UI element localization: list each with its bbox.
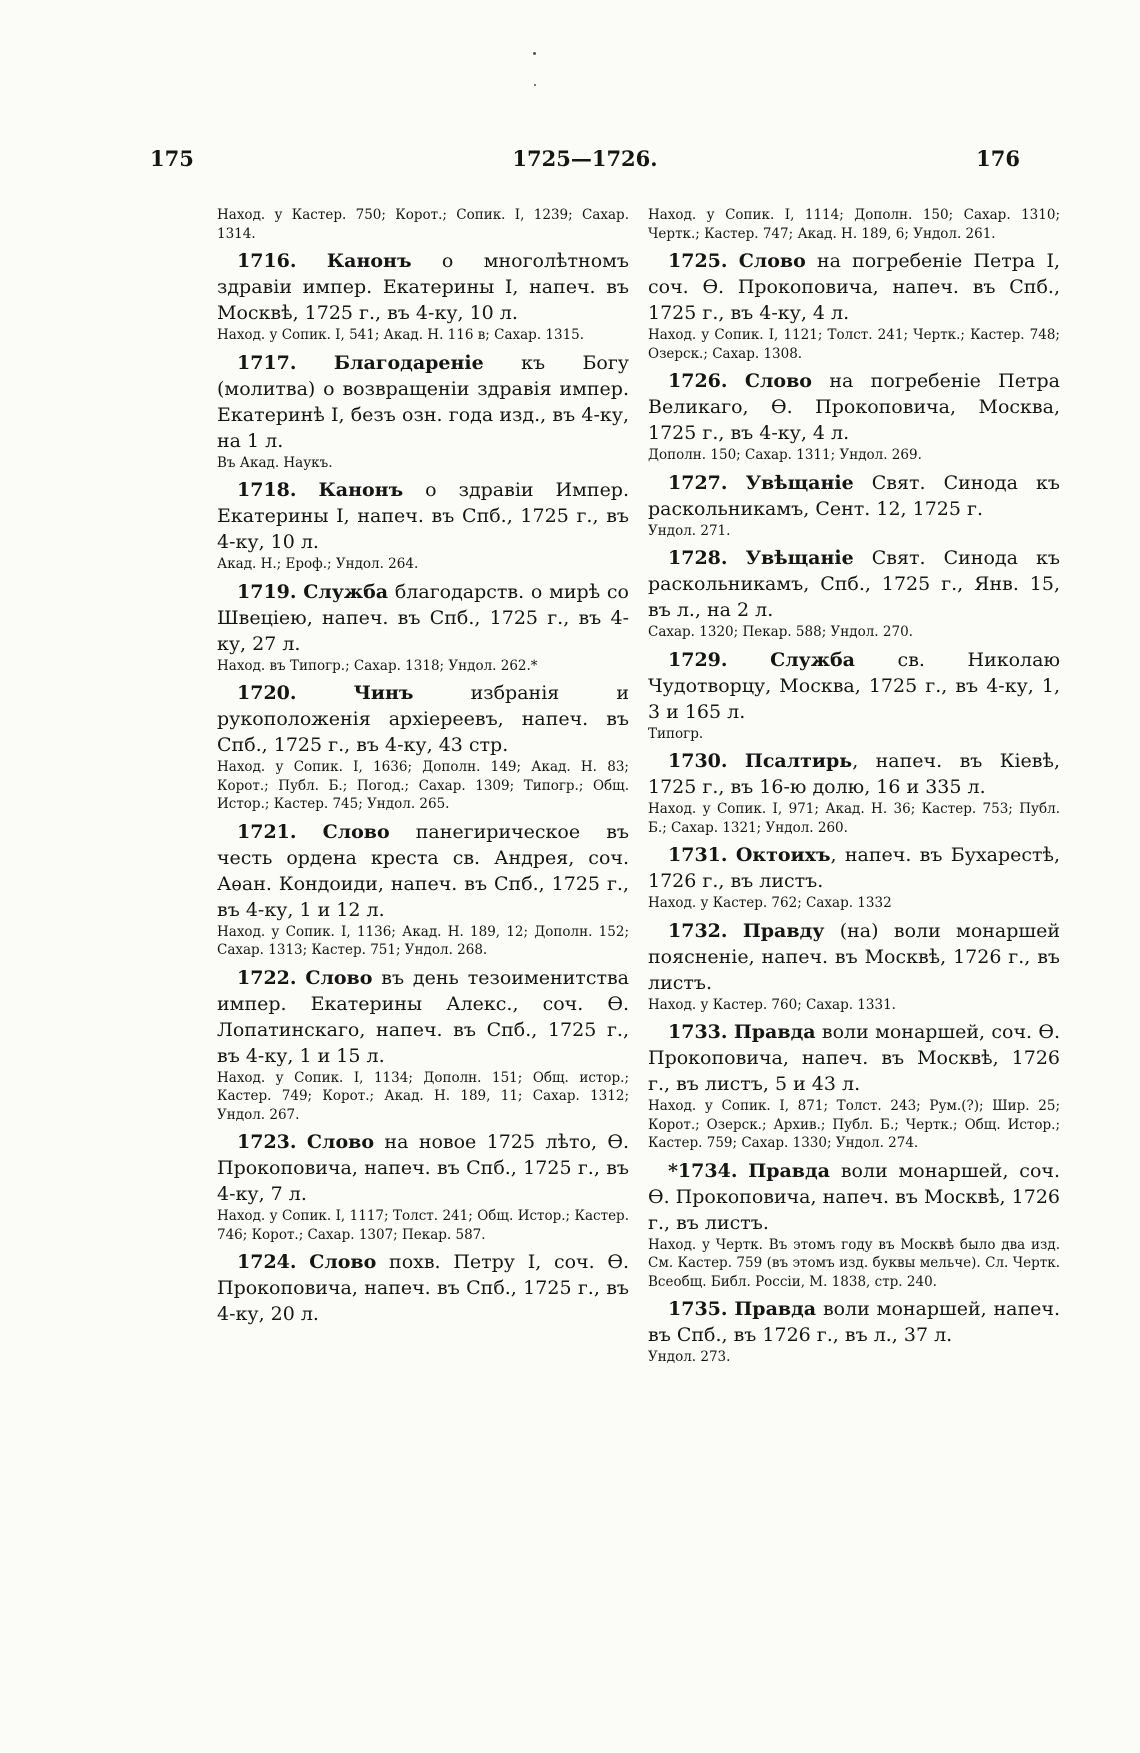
entry-description: въ день тезоименитства импер. Екатерины Алекс., соч. Ѳ. Лопатинскаго, напеч. въ Спб., 1725 г., въ 4-ку, 1 и 15 л.	[217, 966, 629, 1067]
entry-holdings-reference: Наход. у Сопик. I, 1134; Дополн. 151; Общ. истор.; Кастер. 749; Корот.; Акад. Н. 189, 11; Сахар. 1312; Ундол. 267.	[217, 1069, 629, 1123]
catalog-entry	[217, 350, 629, 473]
entry-number: 1719.	[237, 580, 297, 603]
entry-text	[648, 842, 1060, 894]
entry-headword: Слово	[309, 1251, 377, 1273]
catalog-entry	[217, 477, 629, 574]
continued-reference: Наход. у Сопик. I, 1114; Дополн. 150; Сахар. 1310; Чертк.; Кастер. 747; Акад. Н. 189, 6; Ундол. 261.	[648, 207, 1060, 242]
entry-number: *1734.	[668, 1159, 738, 1182]
running-title: 1725—1726.	[512, 146, 658, 171]
entry-description: (на) воли монаршей поясненіе, напеч. въ Москвѣ, 1726 г., въ листъ.	[648, 919, 1060, 994]
entry-text	[648, 1296, 1060, 1348]
catalog-entry	[648, 842, 1060, 913]
entry-headword: Правду	[742, 919, 825, 942]
entry-holdings-reference: Ундол. 273.	[648, 1349, 731, 1365]
entry-text	[217, 579, 629, 657]
catalog-entry	[217, 1129, 629, 1244]
page-number-right: 176	[976, 146, 1020, 171]
entry-headword: Благодареніе	[333, 351, 484, 374]
entry-headword: Октоихъ	[735, 844, 831, 866]
catalog-entry	[648, 1296, 1060, 1367]
catalog-entry	[217, 965, 629, 1125]
entry-headword: Служба	[770, 648, 855, 671]
catalog-entry	[648, 918, 1060, 1015]
entry-headword: Слово	[738, 250, 806, 272]
entry-holdings-reference: Наход. у Чертк. Въ этомъ году въ Москвѣ было два изд. См. Кастер. 759 (въ этомъ изд. буквы мельче). Сл. Чертк. Всеобщ. Библ. Россіи, М. 1838, стр. 240.	[648, 1236, 1060, 1290]
entry-holdings-reference: Типогр.	[648, 725, 704, 742]
entry-holdings-reference: Ундол. 271.	[648, 522, 731, 539]
entry-number: 1724.	[237, 1251, 297, 1273]
entry-description: Свят. Синода къ раскольникамъ, Сент. 12, 1725 г.	[648, 471, 1060, 520]
entry-text	[217, 248, 629, 326]
entry-description: благодарств. о мирѣ со Швеціею, напеч. въ Спб., 1725 г., въ 4-ку, 27 л.	[217, 580, 629, 655]
entry-holdings-reference: Въ Акад. Наукъ.	[217, 454, 333, 471]
entry-number: 1725.	[668, 250, 728, 272]
entry-number: 1726.	[668, 370, 728, 392]
entry-description: Свят. Синода къ раскольникамъ, Спб., 1725 г., Янв. 15, въ л., на 2 л.	[648, 547, 1060, 621]
catalog-entry	[648, 748, 1060, 837]
page-speck	[533, 52, 536, 55]
entry-headword: Служба	[303, 580, 389, 603]
entry-description: на погребеніе Петра I, соч. Ѳ. Прокоповича, напеч. въ Спб., 1725 г., въ 4-ку, 4 л.	[648, 250, 1060, 324]
entry-description: воли монаршей, соч. Ѳ. Прокоповича, напеч. въ Москвѣ, 1726 г., въ листъ.	[648, 1159, 1060, 1234]
entry-text	[648, 918, 1060, 996]
catalog-entry	[648, 647, 1060, 744]
entry-number: 1731.	[668, 844, 728, 866]
entry-number: 1721.	[237, 820, 297, 843]
entry-headword: Слово	[306, 1131, 374, 1153]
entry-headword: Правда	[734, 1298, 817, 1320]
entry-description: воли монаршей, соч. Ѳ. Прокоповича, напеч. въ Москвѣ, 1726 г., въ листъ, 5 и 43 л.	[648, 1021, 1060, 1095]
entry-holdings-reference: Наход. у Сопик. I, 971; Акад. Н. 36; Кастер. 753; Публ. Б.; Сахар. 1321; Ундол. 260.	[648, 801, 1060, 836]
catalog-entry	[648, 1019, 1060, 1153]
entry-number: 1716.	[237, 250, 297, 272]
entry-holdings-reference: Наход. у Кастер. 762; Сахар. 1332	[648, 895, 892, 911]
entry-description: , напеч. въ Кіевѣ, 1725 г., въ 16-ю долю, 16 и 335 л.	[648, 750, 1060, 798]
entry-description: о здравіи Импер. Екатерины I, напеч. въ Спб., 1725 г., въ 4-ку, 10 л.	[217, 479, 630, 553]
catalog-entry	[648, 545, 1060, 642]
entry-description: избранія и рукоположенія архіереевъ, напеч. въ Спб., 1725 г., въ 4-ку, 43 стр.	[217, 682, 630, 756]
entry-headword: Канонъ	[326, 250, 412, 272]
catalog-entry	[217, 579, 629, 676]
catalog-entry	[217, 680, 629, 814]
continued-reference: Наход. у Кастер. 750; Корот.; Сопик. I, 1239; Сахар. 1314.	[217, 207, 629, 242]
entry-description: похв. Петру I, соч. Ѳ. Прокоповича, напеч. въ Спб., 1725 г., въ 4-ку, 20 л.	[217, 1251, 629, 1325]
entry-holdings-reference: Наход. у Сопик. I, 1136; Акад. Н. 189, 12; Дополн. 152; Сахар. 1313; Кастер. 751; Ундол. 268.	[217, 923, 629, 958]
entry-text	[648, 748, 1060, 800]
entry-text	[217, 1249, 629, 1327]
entry-text	[648, 647, 1060, 725]
entry-text	[648, 1019, 1060, 1097]
left-column	[217, 206, 629, 1332]
page-header	[150, 146, 1020, 176]
entry-text	[648, 1158, 1060, 1236]
catalog-entry	[217, 819, 629, 960]
entry-headword: Слово	[305, 966, 373, 989]
entry-number: 1735.	[668, 1298, 728, 1320]
entry-number: 1730.	[668, 750, 728, 772]
entry-holdings-reference: Наход. у Сопик. I, 871; Толст. 243; Рум.(?); Шир. 25; Корот.; Озерск.; Архив.; Публ. Б.; Чертк.; Общ. Истор.; Кастер. 759; Сахар. 1330; Ундол. 274.	[648, 1098, 1060, 1151]
catalog-entry	[217, 248, 629, 345]
entry-holdings-reference: Акад. Н.; Ероф.; Ундол. 264.	[217, 556, 419, 572]
entry-number: 1720.	[237, 682, 297, 704]
entry-holdings-reference: Наход. у Кастер. 760; Сахар. 1331.	[648, 996, 896, 1013]
entry-description: къ Богу (молитва) о возвращеніи здравія импер. Екатеринѣ I, безъ озн. года изд., въ 4-ку, на 1 л.	[217, 351, 629, 452]
entry-text	[217, 680, 629, 758]
page-number-left: 175	[150, 146, 194, 171]
entry-number: 1722.	[237, 966, 297, 989]
entry-text	[217, 477, 629, 555]
entry-headword: Слово	[744, 370, 812, 392]
entry-number: 1718.	[237, 479, 297, 501]
entry-holdings-reference: Наход. у Сопик. I, 541; Акад. Н. 116 в; Сахар. 1315.	[217, 327, 585, 343]
entry-description: о многолѣтномъ здравіи импер. Екатерины I, напеч. въ Москвѣ, 1725 г., въ 4-ку, 10 л.	[217, 250, 629, 324]
entry-holdings-reference: Наход. у Сопик. I, 1117; Толст. 241; Общ. Истор.; Кастер. 746; Корот.; Сахар. 1307; Пекар. 587.	[217, 1208, 629, 1243]
entry-holdings-reference: Наход. у Сопик. I, 1121; Толст. 241; Чертк.; Кастер. 748; Озерск.; Сахар. 1308.	[648, 327, 1060, 362]
entry-text	[648, 248, 1060, 326]
entry-number: 1729.	[668, 648, 728, 671]
catalog-entry	[217, 1249, 629, 1327]
entry-holdings-reference: Наход. у Сопик. I, 1636; Дополн. 149; Акад. Н. 83; Корот.; Публ. Б.; Погод.; Сахар. 1309; Типогр.; Общ. Истор.; Кастер. 745; Ундол. 265.	[217, 759, 629, 812]
entry-number: 1727.	[668, 471, 728, 494]
catalog-entry	[648, 368, 1060, 465]
entry-headword: Чинъ	[353, 682, 414, 704]
entry-text	[217, 1129, 629, 1207]
entry-headword: Увѣщаніе	[745, 547, 854, 569]
catalog-entry	[648, 1158, 1060, 1292]
entry-text	[648, 470, 1060, 522]
entry-headword: Канонъ	[318, 479, 404, 501]
catalog-entry	[648, 470, 1060, 541]
entry-text	[648, 368, 1060, 446]
entry-number: 1717.	[237, 351, 297, 374]
page-speck	[534, 84, 536, 86]
entry-text	[217, 819, 629, 923]
entry-number: 1733.	[668, 1021, 728, 1043]
entry-text	[648, 545, 1060, 623]
entry-description: на новое 1725 лѣто, Ѳ. Прокоповича, напеч. въ Спб., 1725 г., въ 4-ку, 7 л.	[217, 1131, 630, 1205]
entry-holdings-reference: Наход. въ Типогр.; Сахар. 1318; Ундол. 262.*	[217, 657, 538, 674]
entry-headword: Правда	[733, 1021, 816, 1043]
right-column	[648, 206, 1060, 1372]
entry-description: на погребеніе Петра Великаго, Ѳ. Прокоповича, Москва, 1725 г., въ 4-ку, 4 л.	[648, 370, 1060, 444]
entry-description: воли монаршей, напеч. въ Спб., въ 1726 г., въ л., 37 л.	[648, 1298, 1060, 1346]
entry-headword: Увѣщаніе	[745, 471, 854, 494]
entry-description: панегирическое въ честь ордена креста св. Андрея, соч. Аѳан. Кондоиди, напеч. въ Спб., 1725 г., въ 4-ку, 1 и 12 л.	[217, 820, 629, 921]
entry-text	[217, 350, 629, 454]
entry-number: 1723.	[237, 1131, 297, 1153]
entry-number: 1732.	[668, 919, 728, 942]
entry-headword: Правда	[748, 1159, 830, 1182]
entry-headword: Псалтирь	[744, 750, 853, 772]
entry-headword: Слово	[322, 820, 390, 843]
catalog-entry	[648, 248, 1060, 363]
entry-description: , напеч. въ Бухарестѣ, 1726 г., въ листъ.	[648, 844, 1061, 892]
entry-description: св. Николаю Чудотворцу, Москва, 1725 г., въ 4-ку, 1, 3 и 165 л.	[648, 648, 1060, 723]
entry-number: 1728.	[668, 547, 728, 569]
entry-holdings-reference: Дополн. 150; Сахар. 1311; Ундол. 269.	[648, 447, 922, 463]
entry-text	[217, 965, 629, 1069]
entry-holdings-reference: Сахар. 1320; Пекар. 588; Ундол. 270.	[648, 624, 913, 640]
